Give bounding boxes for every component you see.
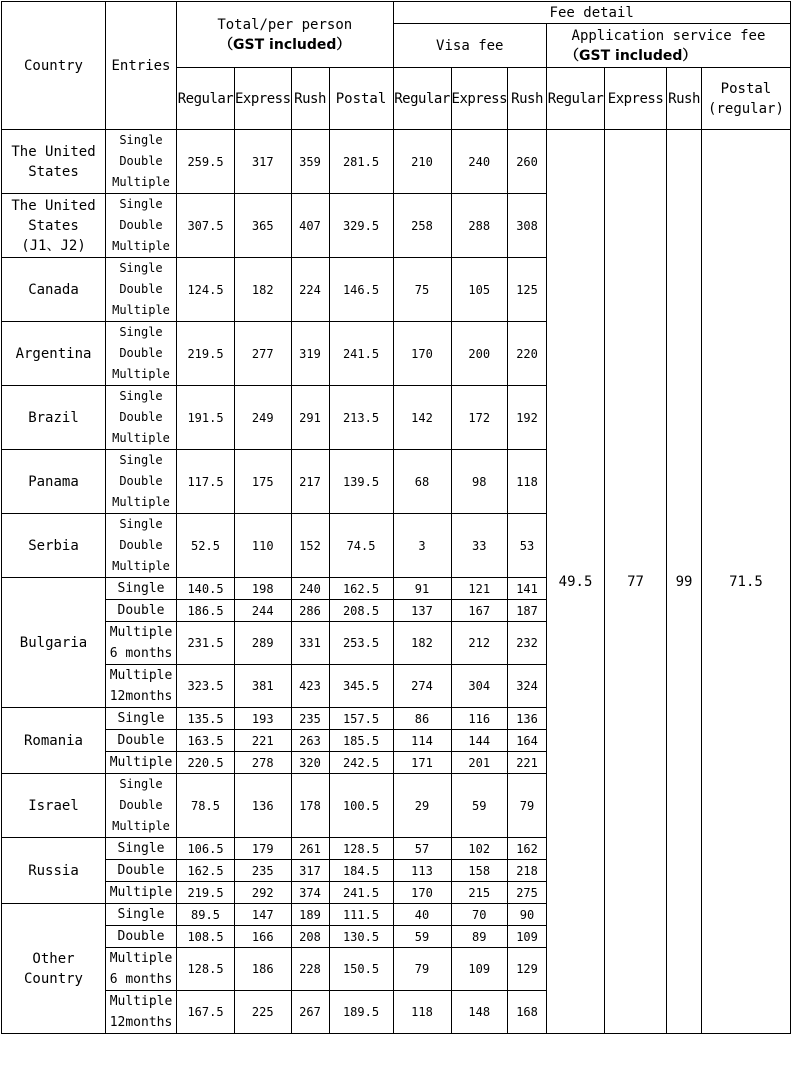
fee-total-express: 175: [235, 450, 292, 514]
entry-type: Double: [119, 346, 163, 360]
fee-total-regular: 52.5: [177, 514, 235, 578]
fee-total-rush: 319: [291, 322, 329, 386]
country-name-line: (J1、J2): [21, 237, 86, 254]
entries-cell: [106, 130, 177, 194]
fee-total-postal: 111.5: [329, 904, 393, 926]
fee-visa-rush: 220: [508, 322, 547, 386]
fee-total-rush: 217: [291, 450, 329, 514]
country-name: [2, 708, 106, 774]
fee-total-regular: 108.5: [177, 926, 235, 948]
country-name-line: Panama: [28, 473, 79, 490]
entry-type: Single: [119, 777, 163, 791]
fee-total-rush: 263: [291, 730, 329, 752]
country-name: [2, 514, 106, 578]
country-name-line: Other: [32, 950, 75, 967]
fee-total-express: 278: [235, 752, 292, 774]
fee-total-postal: 242.5: [329, 752, 393, 774]
fee-total-regular: 323.5: [177, 665, 235, 708]
fee-visa-express: 105: [451, 258, 508, 322]
fee-total-rush: 286: [291, 600, 329, 622]
entry-type: Double: [117, 929, 165, 944]
fee-visa-regular: 113: [393, 860, 451, 882]
fee-total-express: 289: [235, 622, 292, 665]
fee-total-regular: 163.5: [177, 730, 235, 752]
fee-visa-regular: 40: [393, 904, 451, 926]
entry-type: Double: [119, 474, 163, 488]
fee-visa-rush: 308: [508, 194, 547, 258]
country-name-line: Romania: [23, 732, 83, 749]
fee-visa-regular: 171: [393, 752, 451, 774]
fee-total-rush: 261: [291, 838, 329, 860]
entry-type: Double: [119, 154, 163, 168]
fee-visa-express: 201: [451, 752, 508, 774]
fee-total-postal: 345.5: [329, 665, 393, 708]
fee-visa-rush: 324: [508, 665, 547, 708]
entries-cell: [106, 708, 177, 730]
fee-visa-rush: 221: [508, 752, 547, 774]
col-total-regular: Regular: [177, 68, 235, 130]
fee-visa-rush: 53: [508, 514, 547, 578]
fee-total-rush: 224: [291, 258, 329, 322]
fee-visa-express: 109: [451, 948, 508, 991]
fee-visa-express: 144: [451, 730, 508, 752]
country-name-line: States: [28, 217, 79, 234]
country-name: [2, 450, 106, 514]
fee-total-express: 249: [235, 386, 292, 450]
entry-type: Multiple: [112, 367, 170, 381]
entry-type: Single: [119, 453, 163, 467]
fee-visa-rush: 136: [508, 708, 547, 730]
entries-cell: [106, 578, 177, 600]
fee-total-postal: 208.5: [329, 600, 393, 622]
entries-cell: [106, 774, 177, 838]
entry-type: Single: [117, 711, 165, 726]
entries-cell: [106, 860, 177, 882]
fee-visa-regular: 68: [393, 450, 451, 514]
fee-visa-regular: 258: [393, 194, 451, 258]
total-header-line1: Total/per person: [217, 16, 353, 33]
entry-type: Single: [119, 197, 163, 211]
fee-visa-regular: 274: [393, 665, 451, 708]
fee-total-regular: 140.5: [177, 578, 235, 600]
fee-total-regular: 106.5: [177, 838, 235, 860]
fee-total-express: 235: [235, 860, 292, 882]
fee-visa-regular: 114: [393, 730, 451, 752]
fee-total-rush: 189: [291, 904, 329, 926]
country-name-line: Russia: [28, 862, 79, 879]
fee-total-rush: 359: [291, 130, 329, 194]
fee-total-express: 193: [235, 708, 292, 730]
fee-total-postal: 184.5: [329, 860, 393, 882]
entry-type: Single: [119, 325, 163, 339]
application-fee-express: 77: [605, 130, 667, 1034]
fee-visa-express: 240: [451, 130, 508, 194]
fee-visa-express: 215: [451, 882, 508, 904]
entry-type: Multiple: [112, 303, 170, 317]
fee-total-postal: 130.5: [329, 926, 393, 948]
fee-total-express: 244: [235, 600, 292, 622]
entries-cell: [106, 258, 177, 322]
fee-visa-regular: 75: [393, 258, 451, 322]
fee-total-regular: 307.5: [177, 194, 235, 258]
col-app-regular: Regular: [547, 68, 605, 130]
country-name-line: States: [28, 163, 79, 180]
fee-visa-rush: 164: [508, 730, 547, 752]
fee-visa-express: 98: [451, 450, 508, 514]
entry-type: Multiple: [112, 559, 170, 573]
country-name: [2, 322, 106, 386]
fee-visa-rush: 162: [508, 838, 547, 860]
fee-visa-express: 70: [451, 904, 508, 926]
fee-visa-regular: 59: [393, 926, 451, 948]
application-fee-postal: 71.5: [702, 130, 791, 1034]
fee-total-postal: 189.5: [329, 991, 393, 1034]
fee-total-postal: 241.5: [329, 882, 393, 904]
fee-visa-rush: 141: [508, 578, 547, 600]
fee-visa-rush: 109: [508, 926, 547, 948]
fee-total-express: 198: [235, 578, 292, 600]
entry-type: Single: [117, 841, 165, 856]
fee-total-rush: 317: [291, 860, 329, 882]
entries-cell: [106, 622, 177, 665]
fee-visa-regular: 210: [393, 130, 451, 194]
fee-total-rush: 208: [291, 926, 329, 948]
fee-total-regular: 186.5: [177, 600, 235, 622]
fee-total-regular: 89.5: [177, 904, 235, 926]
fee-visa-rush: 118: [508, 450, 547, 514]
entries-cell: [106, 386, 177, 450]
fee-visa-regular: 57: [393, 838, 451, 860]
entry-type: Double: [117, 603, 165, 618]
entry-type: Double: [117, 863, 165, 878]
fee-total-rush: 374: [291, 882, 329, 904]
fee-total-rush: 228: [291, 948, 329, 991]
fee-visa-rush: 129: [508, 948, 547, 991]
fee-total-postal: 281.5: [329, 130, 393, 194]
country-name: [2, 904, 106, 1034]
fee-total-rush: 267: [291, 991, 329, 1034]
fee-visa-rush: 79: [508, 774, 547, 838]
fee-total-rush: 331: [291, 622, 329, 665]
entry-type: Double: [119, 798, 163, 812]
fee-visa-rush: 275: [508, 882, 547, 904]
fee-visa-express: 158: [451, 860, 508, 882]
fee-total-express: 381: [235, 665, 292, 708]
fee-total-postal: 329.5: [329, 194, 393, 258]
country-name: [2, 774, 106, 838]
fee-visa-rush: 187: [508, 600, 547, 622]
country-name: [2, 386, 106, 450]
fee-total-rush: 235: [291, 708, 329, 730]
country-name-line: The United: [11, 197, 96, 214]
fee-total-express: 186: [235, 948, 292, 991]
entry-type: Single: [119, 389, 163, 403]
entry-type: Single: [119, 133, 163, 147]
application-fee-regular: 49.5: [547, 130, 605, 1034]
fee-visa-rush: 232: [508, 622, 547, 665]
table-row: [2, 130, 791, 194]
entries-cell: [106, 948, 177, 991]
col-total-rush: Rush: [291, 68, 329, 130]
entries-cell: [106, 838, 177, 860]
fee-total-regular: 117.5: [177, 450, 235, 514]
fee-visa-express: 148: [451, 991, 508, 1034]
entries-cell: [106, 926, 177, 948]
fee-total-postal: 241.5: [329, 322, 393, 386]
fee-total-rush: 407: [291, 194, 329, 258]
fee-total-regular: 128.5: [177, 948, 235, 991]
fee-visa-express: 102: [451, 838, 508, 860]
fee-visa-rush: 192: [508, 386, 547, 450]
country-name-line: Israel: [28, 797, 79, 814]
entry-type: Multiple: [109, 994, 173, 1009]
col-app-rush: Rush: [667, 68, 702, 130]
entry-type: Multiple: [109, 885, 173, 900]
fee-visa-express: 89: [451, 926, 508, 948]
entry-type: Multiple: [112, 495, 170, 509]
fee-total-postal: 157.5: [329, 708, 393, 730]
entries-cell: [106, 665, 177, 708]
col-total-postal: Postal: [329, 68, 393, 130]
fee-visa-express: 59: [451, 774, 508, 838]
fee-total-express: 136: [235, 774, 292, 838]
country-name-line: Serbia: [28, 537, 79, 554]
fee-total-express: 179: [235, 838, 292, 860]
fee-total-rush: 152: [291, 514, 329, 578]
fee-total-postal: 100.5: [329, 774, 393, 838]
fee-visa-rush: 125: [508, 258, 547, 322]
total-header-line2: （GST included）: [219, 36, 351, 53]
fee-total-regular: 219.5: [177, 882, 235, 904]
col-visa-rush: Rush: [508, 68, 547, 130]
fee-visa-regular: 182: [393, 622, 451, 665]
fee-visa-regular: 118: [393, 991, 451, 1034]
entries-cell: [106, 600, 177, 622]
country-name: [2, 838, 106, 904]
country-header: Country: [2, 2, 106, 130]
fee-total-express: 147: [235, 904, 292, 926]
col-visa-regular: Regular: [393, 68, 451, 130]
fee-visa-express: 167: [451, 600, 508, 622]
fee-visa-regular: 29: [393, 774, 451, 838]
fee-total-regular: 231.5: [177, 622, 235, 665]
col-app-postal: Postal (regular): [702, 68, 791, 130]
fee-total-express: 365: [235, 194, 292, 258]
fee-visa-express: 121: [451, 578, 508, 600]
fee-visa-regular: 170: [393, 882, 451, 904]
entry-type: 6 months: [109, 646, 173, 661]
fee-visa-regular: 79: [393, 948, 451, 991]
fee-detail-header: Fee detail: [393, 2, 790, 24]
application-fee-header: [547, 24, 791, 68]
fee-total-rush: 320: [291, 752, 329, 774]
fee-visa-regular: 137: [393, 600, 451, 622]
fee-total-postal: 253.5: [329, 622, 393, 665]
entry-type: Multiple: [109, 755, 173, 770]
entry-type: Multiple: [112, 239, 170, 253]
entry-type: 12months: [109, 689, 173, 704]
fee-total-postal: 128.5: [329, 838, 393, 860]
entry-type: Multiple: [109, 951, 173, 966]
fee-visa-rush: 260: [508, 130, 547, 194]
fee-total-postal: 150.5: [329, 948, 393, 991]
fee-total-rush: 423: [291, 665, 329, 708]
fee-visa-express: 212: [451, 622, 508, 665]
entry-type: Single: [117, 907, 165, 922]
fee-total-postal: 74.5: [329, 514, 393, 578]
entry-type: Multiple: [112, 175, 170, 189]
application-fee-header-line1: Application service fee: [571, 27, 766, 44]
fee-visa-regular: 91: [393, 578, 451, 600]
fee-visa-regular: 142: [393, 386, 451, 450]
col-visa-express: Express: [451, 68, 508, 130]
entries-cell: [106, 194, 177, 258]
entry-type: Double: [119, 538, 163, 552]
country-name-line: Brazil: [28, 409, 79, 426]
fee-total-express: 166: [235, 926, 292, 948]
entry-type: Double: [117, 733, 165, 748]
fee-total-express: 221: [235, 730, 292, 752]
entry-type: Double: [119, 218, 163, 232]
fee-total-postal: 185.5: [329, 730, 393, 752]
entry-type: Single: [117, 581, 165, 596]
fee-total-postal: 139.5: [329, 450, 393, 514]
fee-total-regular: 220.5: [177, 752, 235, 774]
fee-total-regular: 162.5: [177, 860, 235, 882]
fee-total-express: 182: [235, 258, 292, 322]
fee-total-regular: 191.5: [177, 386, 235, 450]
country-name: [2, 130, 106, 194]
fee-total-express: 292: [235, 882, 292, 904]
country-name: [2, 258, 106, 322]
fee-visa-express: 116: [451, 708, 508, 730]
fee-total-postal: 213.5: [329, 386, 393, 450]
fee-total-regular: 259.5: [177, 130, 235, 194]
col-total-express: Express: [235, 68, 292, 130]
country-name-line: Bulgaria: [19, 634, 88, 651]
fee-total-postal: 146.5: [329, 258, 393, 322]
fee-visa-express: 33: [451, 514, 508, 578]
entry-type: Multiple: [109, 668, 173, 683]
fee-total-express: 110: [235, 514, 292, 578]
country-name: [2, 578, 106, 708]
fee-total-postal: 162.5: [329, 578, 393, 600]
fee-total-rush: 178: [291, 774, 329, 838]
entry-type: Double: [119, 410, 163, 424]
fee-visa-regular: 170: [393, 322, 451, 386]
fee-total-regular: 124.5: [177, 258, 235, 322]
col-app-express: Express: [605, 68, 667, 130]
fee-visa-express: 288: [451, 194, 508, 258]
entry-type: Multiple: [109, 625, 173, 640]
entry-type: Single: [119, 261, 163, 275]
entries-cell: [106, 904, 177, 926]
fee-total-regular: 135.5: [177, 708, 235, 730]
fee-table-body: [2, 130, 791, 1034]
fee-total-rush: 291: [291, 386, 329, 450]
country-name-line: Country: [23, 970, 83, 987]
visa-fee-table: [1, 1, 791, 1034]
entry-type: Single: [119, 517, 163, 531]
fee-visa-express: 200: [451, 322, 508, 386]
entries-cell: [106, 322, 177, 386]
entries-cell: [106, 514, 177, 578]
fee-visa-express: 172: [451, 386, 508, 450]
entry-type: 6 months: [109, 972, 173, 987]
entries-cell: [106, 991, 177, 1034]
total-header: [177, 2, 394, 68]
fee-visa-rush: 218: [508, 860, 547, 882]
entries-header: Entries: [106, 2, 177, 130]
fee-visa-regular: 3: [393, 514, 451, 578]
fee-total-regular: 78.5: [177, 774, 235, 838]
entry-type: Double: [119, 282, 163, 296]
fee-total-rush: 240: [291, 578, 329, 600]
entry-type: Multiple: [112, 431, 170, 445]
application-fee-rush: 99: [667, 130, 702, 1034]
fee-total-regular: 167.5: [177, 991, 235, 1034]
entries-cell: [106, 450, 177, 514]
country-name: [2, 194, 106, 258]
visa-fee-header: Visa fee: [393, 24, 547, 68]
fee-visa-regular: 86: [393, 708, 451, 730]
country-name-line: Canada: [28, 281, 79, 298]
entries-cell: [106, 752, 177, 774]
entry-type: Multiple: [112, 819, 170, 833]
entries-cell: [106, 730, 177, 752]
fee-visa-rush: 168: [508, 991, 547, 1034]
entries-cell: [106, 882, 177, 904]
entry-type: 12months: [109, 1015, 173, 1030]
fee-visa-express: 304: [451, 665, 508, 708]
country-name-line: Argentina: [15, 345, 92, 362]
fee-total-express: 225: [235, 991, 292, 1034]
fee-total-express: 317: [235, 130, 292, 194]
fee-total-express: 277: [235, 322, 292, 386]
fee-visa-rush: 90: [508, 904, 547, 926]
application-fee-header-line2: （GST included）: [565, 47, 697, 64]
country-name-line: The United: [11, 143, 96, 160]
fee-total-regular: 219.5: [177, 322, 235, 386]
